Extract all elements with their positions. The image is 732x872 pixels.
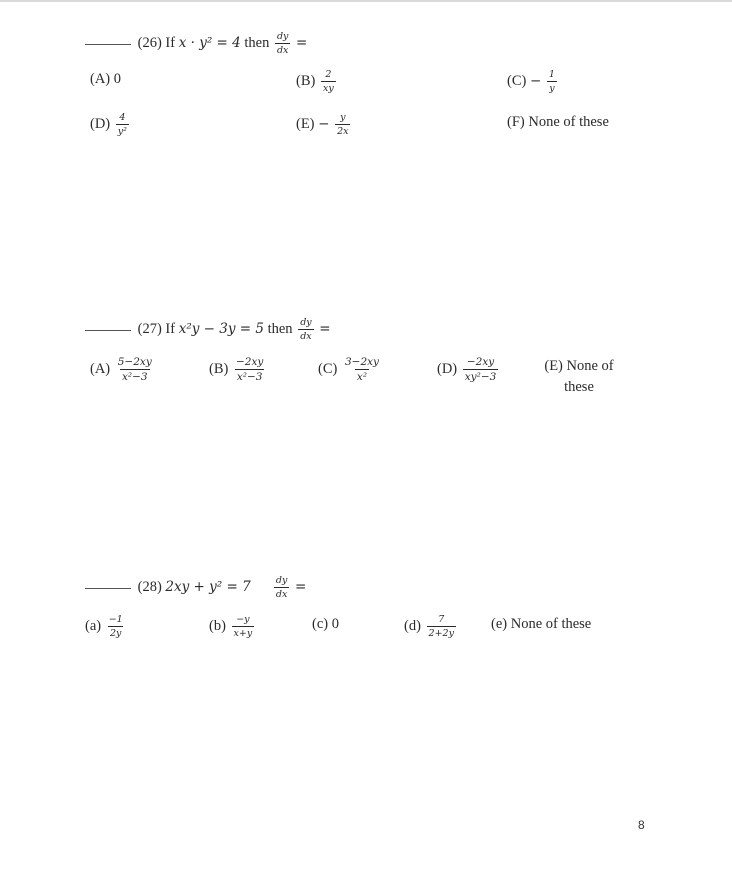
option-28-a[interactable] [85,615,127,638]
derivative-fraction [275,32,290,55]
fraction-numerator: y [340,112,346,123]
answer-blank[interactable] [85,588,131,589]
fraction-denominator: 2x [337,125,349,137]
option-label: (a) [85,618,102,634]
option-fraction [116,357,154,382]
derivative-fraction [274,576,289,599]
stem-prefix: If [165,320,176,337]
question-number: (28) [137,578,162,595]
question-27-stem [85,318,331,341]
stem-equation: x · y² = 4 [178,34,241,51]
option-label: (F) [507,114,525,131]
fraction-numerator: 3−2xy [344,356,379,368]
option-27-e-line-1 [539,356,619,377]
fraction-denominator: x²−3 [121,370,148,383]
question-number: (27) [137,320,162,337]
option-value: None of these [528,114,609,131]
fraction-denominator: dx [276,44,289,56]
option-sign: − [529,72,542,89]
fraction-denominator: x² [356,370,368,383]
option-28-b[interactable] [209,615,256,638]
option-fraction [463,357,499,382]
fraction-denominator: dx [300,330,312,342]
page-top-border [0,0,732,2]
option-value-continued: these [564,379,594,395]
question-number: (26) [137,34,162,51]
option-label: (A) [90,361,111,377]
fraction-numerator: 7 [438,614,445,625]
fraction-numerator: −2xy [235,356,264,368]
option-label: (C) [507,73,527,89]
stem-equation: 2xy + y² = 7 [165,578,251,595]
option-28-c[interactable] [312,616,339,633]
option-label: (C) [318,361,338,377]
fraction-numerator: dy [275,575,288,586]
option-27-d[interactable] [437,357,500,382]
option-26-d[interactable] [90,113,131,136]
option-label: (d) [404,618,421,634]
option-fraction [107,615,125,638]
option-27-e[interactable] [539,356,619,398]
fraction-numerator: dy [276,31,289,42]
option-value: None of these [510,616,592,633]
fraction-denominator: 2y [110,627,122,639]
option-label: (D) [90,116,111,132]
answer-blank[interactable] [85,44,131,45]
option-fraction [547,70,557,93]
fraction-denominator: xy [322,82,334,94]
fraction-numerator: −2xy [466,356,495,368]
fraction-numerator: 1 [548,69,555,80]
option-fraction [335,113,350,136]
fraction-numerator: 5−2xy [117,356,152,368]
stem-prefix: If [165,34,176,51]
option-label: (B) [209,361,229,377]
option-fraction [232,615,255,638]
option-fraction [427,615,456,638]
option-26-c[interactable] [507,70,559,93]
option-sign: − [318,115,330,132]
option-28-e[interactable] [491,616,591,633]
option-26-e[interactable] [296,113,352,136]
fraction-numerator: dy [300,317,312,328]
question-28-stem [85,576,306,599]
fraction-numerator: −1 [108,614,123,625]
question-26-stem [85,32,307,55]
option-label: (E) [296,116,315,132]
equals-sign: = [319,320,331,337]
fraction-numerator: 4 [119,112,126,123]
derivative-fraction [298,318,313,341]
option-label: (A) [90,71,111,88]
fraction-denominator: x²−3 [236,370,263,383]
equals-sign: = [296,34,308,51]
option-label: (b) [209,618,226,634]
fraction-numerator: −y [236,614,250,625]
option-fraction [234,357,265,382]
page-number: 8 [638,818,645,832]
option-28-d[interactable] [404,615,458,638]
answer-blank[interactable] [85,330,131,331]
option-26-a[interactable] [90,71,121,88]
fraction-denominator: 2+2y [428,627,454,639]
option-value: None of [566,358,614,374]
equals-sign: = [295,578,307,595]
option-26-f[interactable] [507,114,609,131]
option-fraction [321,70,336,93]
option-label: (c) [312,616,329,633]
option-label: (e) [491,616,508,633]
option-27-a[interactable] [90,357,156,382]
fraction-denominator: xy²−3 [464,370,497,383]
option-26-b[interactable] [296,70,338,93]
option-label: (E) [544,358,563,374]
fraction-denominator: y² [117,125,127,137]
option-27-b[interactable] [209,357,267,382]
option-value: 0 [331,616,339,633]
option-label: (D) [437,361,458,377]
option-label: (B) [296,73,316,89]
stem-then: then [267,320,293,337]
option-27-c[interactable] [318,357,383,382]
option-value: 0 [113,71,122,88]
fraction-denominator: y [549,82,555,94]
fraction-numerator: 2 [325,69,332,80]
option-fraction [343,357,381,382]
fraction-denominator: x+y [233,627,253,639]
stem-then: then [244,34,270,51]
fraction-denominator: dx [275,588,288,600]
stem-equation: x²y − 3y = 5 [178,320,264,337]
option-fraction [116,113,129,136]
